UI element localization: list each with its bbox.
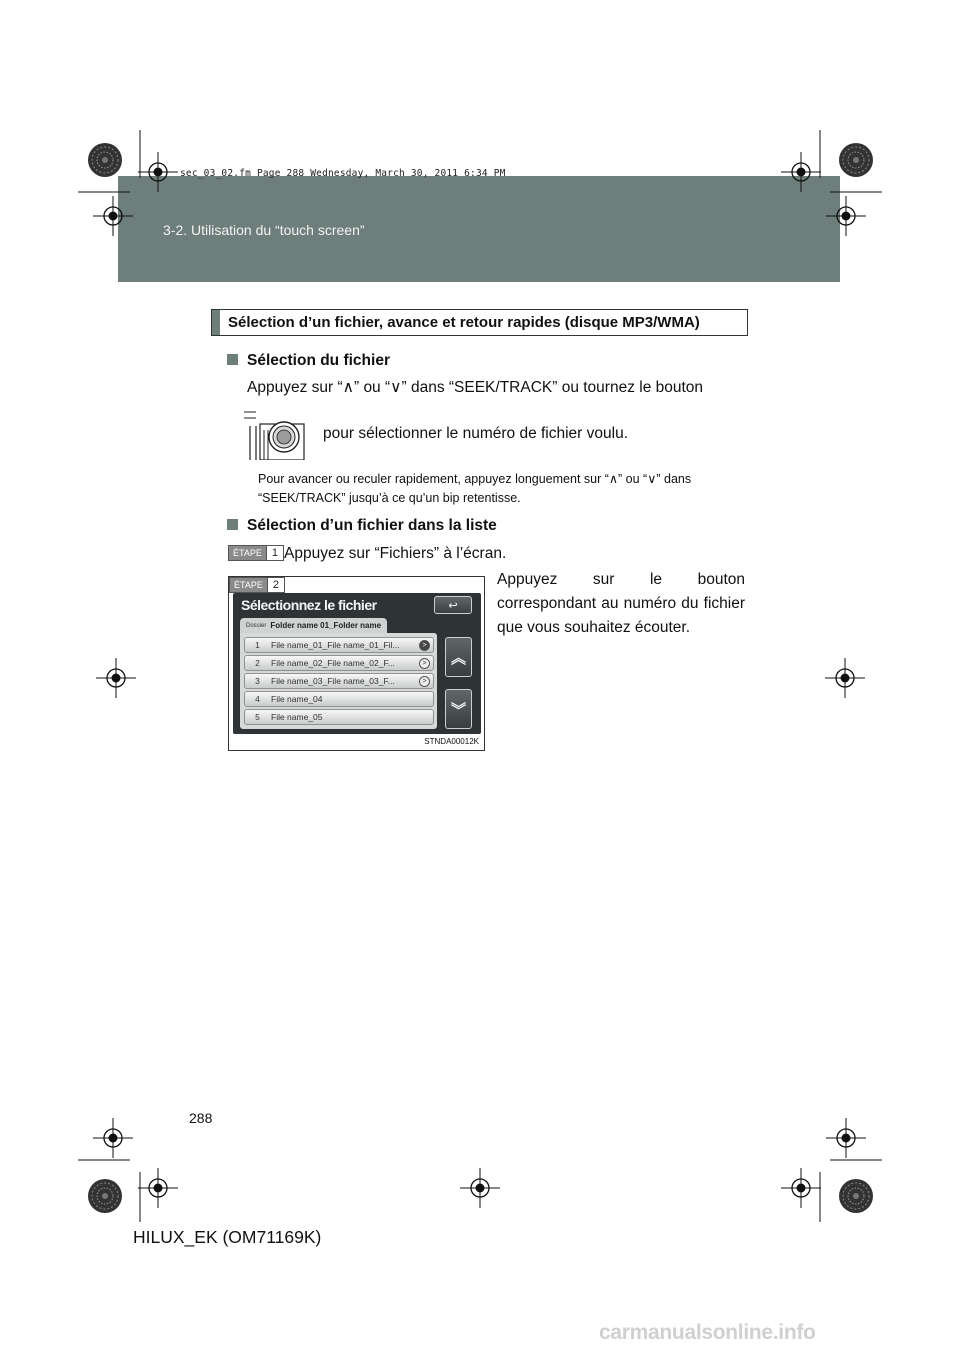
file-stamp: sec_03_02.fm Page 288 Wednesday, March 30, 2011 6:34 PM bbox=[180, 168, 506, 179]
screen-title: Sélectionnez le fichier bbox=[241, 597, 377, 613]
section-title: Sélection d’un fichier, avance et retour rapides (disque MP3/WMA) bbox=[228, 314, 700, 331]
file-name: File name_05 bbox=[271, 712, 323, 722]
step-label: ÉTAPE bbox=[229, 546, 266, 560]
page-number: 288 bbox=[189, 1110, 213, 1126]
file-name: File name_01_File name_01_Fil... bbox=[271, 640, 400, 650]
double-chevron-down-icon: ︾ bbox=[450, 701, 466, 719]
subheading-text: Sélection du fichier bbox=[247, 352, 390, 369]
document-id: HILUX_EK (OM71169K) bbox=[133, 1227, 322, 1247]
watermark: carmanualsonline.info bbox=[599, 1321, 816, 1344]
step-number: 1 bbox=[266, 546, 283, 560]
step-2-text: Appuyez sur le bouton correspondant au numéro du fichier que vous souhaitez écouter. bbox=[497, 571, 745, 636]
step-label: ÉTAPE bbox=[230, 578, 267, 592]
chevron-right-icon: > bbox=[419, 640, 430, 651]
file-number: 2 bbox=[255, 658, 260, 668]
file-number: 5 bbox=[255, 712, 260, 722]
double-chevron-up-icon: ︽ bbox=[450, 649, 466, 667]
folder-name: Folder name 01_Folder name bbox=[270, 621, 382, 630]
fast-forward-note: Pour avancer ou reculer rapidement, appuyez longuement sur “∧” ou “∨” dans “SEEK/TRACK” jusqu’à ce qu’un bip retentisse. bbox=[258, 472, 692, 505]
folder-label: Dossier bbox=[246, 622, 267, 629]
file-name: File name_04 bbox=[271, 694, 323, 704]
file-name: File name_03_File name_03_F... bbox=[271, 676, 395, 686]
file-name: File name_02_File name_02_F... bbox=[271, 658, 395, 668]
file-number: 3 bbox=[255, 676, 260, 686]
file-number: 1 bbox=[255, 640, 260, 650]
chevron-right-icon: > bbox=[419, 676, 430, 687]
file-number: 4 bbox=[255, 694, 260, 704]
chevron-right-icon: > bbox=[419, 658, 430, 669]
instruction-line-1: Appuyez sur “∧” ou “∨” dans “SEEK/TRACK” ou tournez le bouton bbox=[247, 379, 704, 396]
figure-code: STNDA00012K bbox=[424, 737, 479, 746]
step-1-text: Appuyez sur “Fichiers” à l’écran. bbox=[284, 545, 507, 562]
step-number: 2 bbox=[267, 578, 284, 592]
back-icon: ↩ bbox=[448, 599, 458, 612]
section-reference: 3-2. Utilisation du “touch screen” bbox=[163, 222, 365, 238]
instruction-line-2: pour sélectionner le numéro de fichier voulu. bbox=[323, 425, 629, 442]
subheading-text: Sélection d’un fichier dans la liste bbox=[247, 517, 497, 534]
